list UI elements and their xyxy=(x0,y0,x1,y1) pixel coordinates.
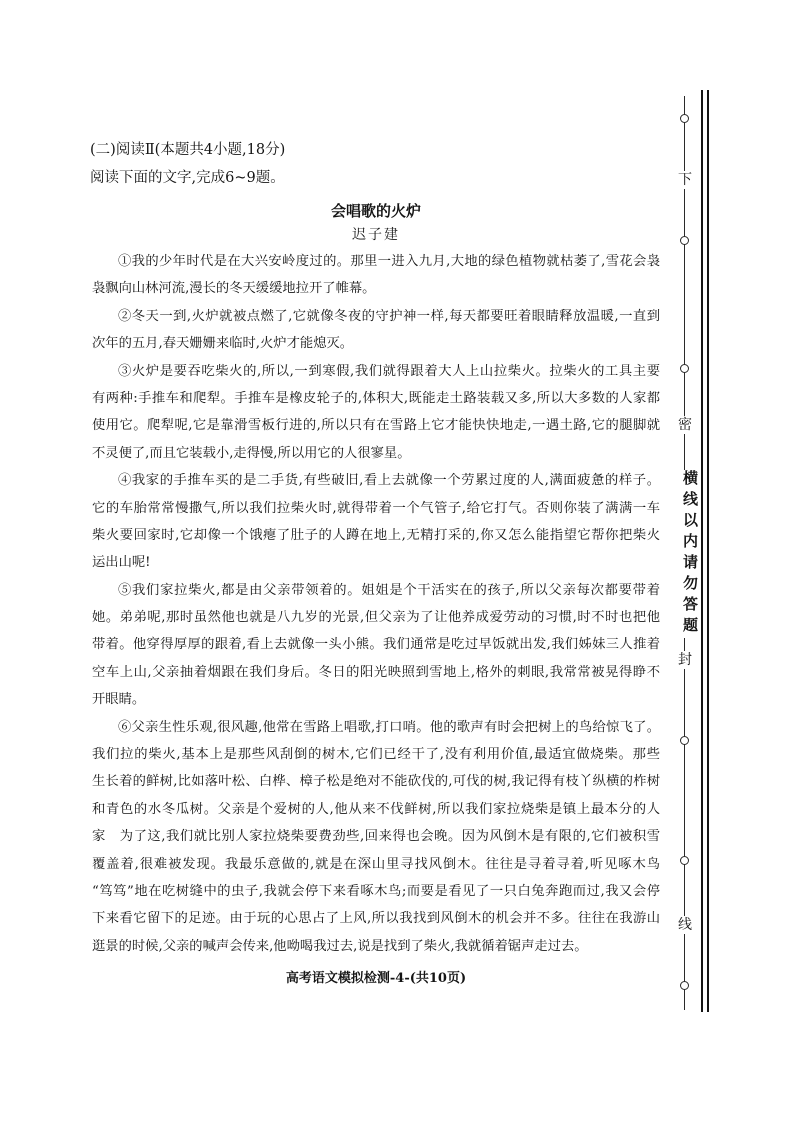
margin-label-xian: 线 xyxy=(678,917,692,933)
paragraph-4 xyxy=(92,467,660,577)
paragraph-line: 覆盖着,很难被发现。我最乐意做的,就是在深山里寻找风倒木。往往是寻着寻着,听见啄木鸟 xyxy=(92,856,660,872)
paragraph-2 xyxy=(92,303,660,358)
binding-line-outer xyxy=(707,90,709,1012)
binding-hole-icon xyxy=(680,981,689,990)
section-heading: (二)阅读Ⅱ(本题共4小题,18分) xyxy=(90,142,286,158)
paragraph-3 xyxy=(92,358,660,468)
binding-hole-icon xyxy=(680,114,689,123)
paragraph-6 xyxy=(92,714,660,961)
page-footer: 高考语文模拟检测-4-(共10页) xyxy=(285,971,467,986)
paragraph-line: 带着。他穿得厚厚的跟着,看上去就像一头小熊。我们通常是吃过早饭就出发,我们姊妹三人推着 xyxy=(92,637,660,653)
paragraph-line: 家 为了这,我们就比别人家拉烧柴要费劲些,回来得也会晚。因为风倒木是有限的,它们被积雪 xyxy=(92,829,660,845)
paragraph-line: 我们拉的柴火,基本上是那些风刮倒的树木,它们已经干了,没有利用价值,最适宜做烧柴。那些 xyxy=(92,747,660,763)
paragraph-line: 和青色的水冬瓜树。父亲是个爱树的人,他从来不伐鲜树,所以我们家拉烧柴是镇上最本分的人 xyxy=(92,801,660,817)
binding-hole-icon xyxy=(680,736,689,745)
paragraph-line: ⑤我们家拉柴火,都是由父亲带领着的。姐姐是个干活实在的孩子,所以父亲每次都要带着 xyxy=(118,582,660,598)
binding-hole-icon xyxy=(680,364,689,373)
paragraph-line: 她。弟弟呢,那时虽然他也就是八九岁的光景,但父亲为了让他养成爱劳动的习惯,时不时也把他 xyxy=(92,610,660,626)
paragraph-line: 有两种:手推车和爬犁。手推车是橡皮轮子的,体积大,既能走土路装载又多,所以大多数的人家都 xyxy=(92,390,660,406)
binding-hole-icon xyxy=(680,856,689,865)
paragraph-line: 生长着的鲜树,比如落叶松、白桦、樟子松是绝对不能砍伐的,可伐的树,我记得有枝丫纵横的柞树 xyxy=(92,774,660,790)
section-instruction: 阅读下面的文字,完成6~9题。 xyxy=(90,170,285,186)
paragraph-line: ③火炉是要吞吃柴火的,所以,一到寒假,我们就得跟着大人上山拉柴火。拉柴火的工具主要 xyxy=(118,363,660,379)
margin-label-mi: 密 xyxy=(678,417,692,433)
paragraph-line: 次年的五月,春天姗姗来临时,火炉才能熄灭。 xyxy=(92,336,354,352)
margin-notice: 横线以内请勿答题 xyxy=(681,470,699,638)
paragraph-line: 柴火要回家时,它却像一个饿瘪了肚子的人蹲在地上,无精打采的,你又怎么能指望它帮你把柴火 xyxy=(92,527,660,543)
paragraph-line: “笃笃”地在吃树缝中的虫子,我就会停下来看啄木鸟;而要是看见了一只白兔奔跑而过,我又会停 xyxy=(92,883,660,899)
paragraph-line: 袅飘向山林河流,漫长的冬天缓缓地拉开了帷幕。 xyxy=(92,281,376,297)
article-body xyxy=(92,248,660,960)
paragraph-line: 它的车胎常常慢撒气,所以我们拉柴火时,就得带着一个气管子,给它打气。否则你装了满满一车 xyxy=(92,500,660,516)
paragraph-line: ①我的少年时代是在大兴安岭度过的。那里一进入九月,大地的绿色植物就枯萎了,雪花会袅 xyxy=(118,254,660,269)
paragraph-line: ④我家的手推车买的是二手货,有些破旧,看上去就像一个劳累过度的人,满面疲惫的样子。 xyxy=(118,473,660,489)
paragraph-line: ⑥父亲生性乐观,很风趣,他常在雪路上唱歌,打口哨。他的歌声有时会把树上的鸟给惊飞了。 xyxy=(118,719,660,735)
margin-label-xia: 下 xyxy=(678,172,692,188)
binding-line-outer xyxy=(701,90,703,1012)
paragraph-line: 逛景的时候,父亲的喊声会传来,他呦喝我过去,说是找到了柴火,我就循着锯声走过去。 xyxy=(92,938,588,954)
article-author: 迟子建 xyxy=(352,227,400,243)
paragraph-line: 空车上山,父亲抽着烟跟在我们身后。冬日的阳光映照到雪地上,格外的刺眼,我常常被晃得睁不 xyxy=(92,664,660,680)
paragraph-5 xyxy=(92,577,660,714)
paragraph-line: 运出山呢! xyxy=(92,555,151,571)
paragraph-line: 下来看它留下的足迹。由于玩的心思占了上风,所以我找到风倒木的机会并不多。往往在我游山 xyxy=(92,911,660,927)
paragraph-line: 开眼睛。 xyxy=(92,692,146,708)
article-title: 会唱歌的火炉 xyxy=(330,202,421,220)
paragraph-line: 不灵便了,而且它装载小,走得慢,所以用它的人很寥星。 xyxy=(92,445,411,461)
paragraph-line: ②冬天一到,火炉就被点燃了,它就像冬夜的守护神一样,每天都要旺着眼睛释放温暖,一直到 xyxy=(118,308,660,324)
paragraph-line: 使用它。爬犁呢,它是靠滑雪板行进的,所以只有在雪路上它才能快快地走,一遇土路,它的腿脚就 xyxy=(92,418,660,434)
paragraph-1 xyxy=(92,248,660,303)
margin-label-feng: 封 xyxy=(678,652,692,668)
binding-hole-icon xyxy=(680,236,689,245)
